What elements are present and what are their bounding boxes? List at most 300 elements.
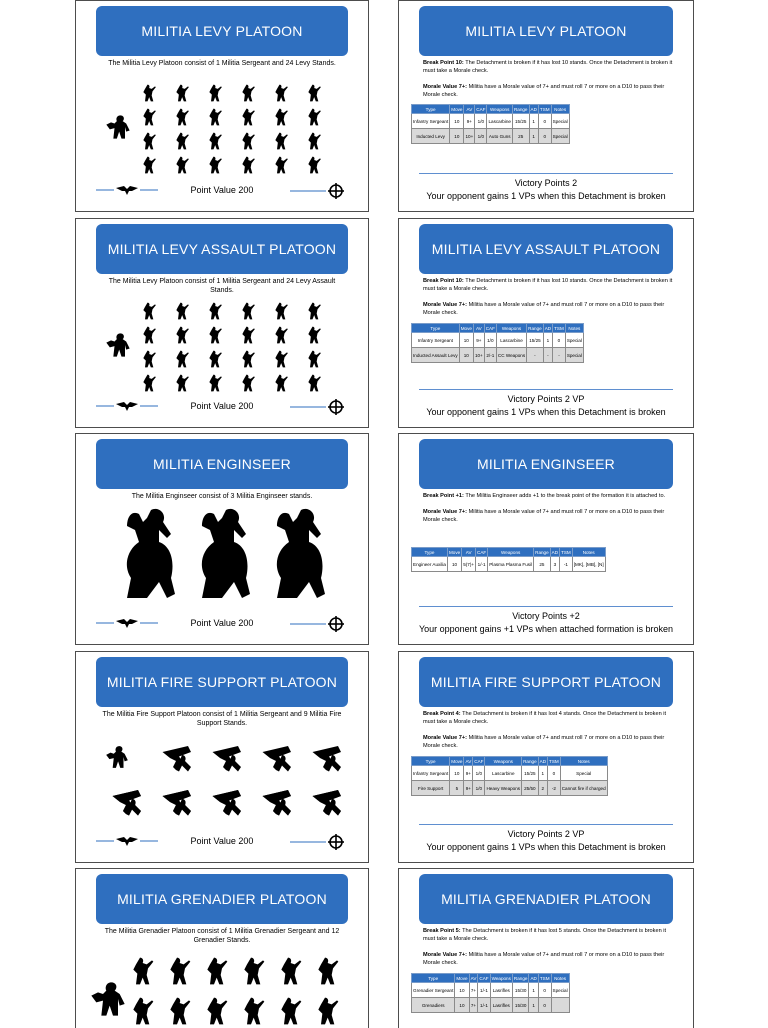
sergeant-figure-icon	[104, 742, 130, 772]
table-cell	[551, 998, 569, 1013]
levy-figure-icon	[305, 349, 325, 369]
table-header-cell: Weapons	[488, 548, 534, 557]
table-cell: 2	[538, 781, 547, 796]
table-cell: 25/50	[522, 781, 539, 796]
grenadier-figure-icon	[313, 995, 345, 1027]
break-point-text: The Militia Enginseer adds +1 to the break point of the formation it is attached to.	[465, 493, 666, 499]
morale-rule	[423, 734, 673, 750]
table-row	[412, 766, 608, 781]
unit-figures	[104, 955, 348, 1028]
table-header-cell: Weapons	[487, 105, 512, 114]
table-cell: Infantry Sergeant	[412, 114, 450, 129]
table-cell: Infantry Sergeant	[412, 333, 460, 348]
break-point-rule	[423, 59, 673, 75]
levy-figure-icon	[239, 325, 259, 345]
victory-points-title: Victory Points +2	[512, 611, 580, 621]
grenadier-figure-icon	[128, 955, 160, 987]
table-cell: 10	[455, 983, 469, 998]
table-cell: 7+	[469, 998, 478, 1013]
table-header-cell: Move	[451, 106, 463, 112]
table-header-cell: TSM	[554, 325, 564, 331]
rules-text	[423, 927, 673, 975]
table-cell: 1/-1	[478, 983, 490, 998]
table-header-cell: Weapons	[496, 324, 526, 333]
fire-support-figure-icon	[104, 784, 148, 820]
unit-composition-text: The Militia Fire Support Platoon consist of 1 Militia Sergeant and 9 Militia Fire Support Stands.	[102, 711, 342, 728]
point-value: Point Value 200	[190, 836, 254, 846]
card-footer	[76, 616, 368, 632]
levy-figure-icon	[206, 301, 226, 321]
table-cell: 25	[534, 557, 551, 572]
table-cell: 10	[450, 129, 464, 144]
morale-text: Militia have a Morale value of 7+ and must roll 7 or more on a D10 to pass their Morale check.	[423, 735, 665, 750]
table-row	[412, 557, 606, 572]
rules-text	[423, 710, 673, 758]
table-header-cell: TSM	[539, 975, 550, 981]
morale-rule	[423, 508, 673, 524]
table-cell: Heavy Weapons	[485, 781, 522, 796]
table-cell: 1/0	[473, 766, 485, 781]
table-cell: 10	[459, 348, 473, 363]
table-header-cell: Type	[412, 324, 460, 333]
table-header-cell: AD	[530, 975, 537, 981]
table-cell: 1/0	[484, 333, 496, 348]
rules-text	[423, 492, 673, 532]
table-cell: 10+	[473, 348, 484, 363]
grenadier-figure-icon	[128, 995, 160, 1027]
table-cell: 10	[455, 998, 469, 1013]
levy-figure-icon	[272, 83, 292, 103]
enginseer-figure-icon	[264, 506, 330, 602]
sergeant-figure-icon	[104, 113, 132, 141]
table-header-cell: AV	[473, 324, 484, 333]
table-cell: 1	[529, 998, 538, 1013]
levy-figure-icon	[173, 83, 193, 103]
table-cell: 15/25	[512, 114, 529, 129]
grenadier-figure-icon	[165, 955, 197, 987]
point-value: Point Value 200	[190, 185, 254, 195]
levy-figure-icon	[140, 373, 160, 393]
levy-figure-icon	[239, 301, 259, 321]
levy-figure-icon	[239, 131, 259, 151]
levy-figure-icon	[272, 107, 292, 127]
unit-card-left	[75, 433, 369, 645]
card-footer	[76, 399, 368, 415]
levy-figure-icon	[140, 107, 160, 127]
break-point-rule	[423, 277, 673, 293]
table-header-cell: Range	[523, 758, 537, 764]
unit-card-left	[75, 218, 369, 428]
table-cell: 9+	[464, 114, 475, 129]
table-cell: 5(7)+	[462, 557, 476, 572]
table-cell: 1	[538, 766, 547, 781]
break-point-label: Break Point 10:	[423, 278, 464, 284]
table-row	[412, 998, 570, 1013]
table-header-cell: Move	[460, 325, 472, 331]
victory-points-text: Your opponent gains 1 VPs when this Detachment is broken	[426, 191, 666, 201]
fire-support-figure-icon	[304, 784, 348, 820]
morale-text: Militia have a Morale value of 7+ and must roll 7 or more on a D10 to pass their Morale check.	[423, 952, 665, 967]
unit-composition-text: The Militia Levy Platoon consist of 1 Militia Sergeant and 24 Levy Stands.	[108, 60, 336, 67]
table-cell: Infantry Sergeant	[412, 766, 450, 781]
victory-points-text: Your opponent gains 1 VPs when this Detachment is broken	[426, 842, 666, 852]
victory-points-text: Your opponent gains 1 VPs when this Detachment is broken	[426, 407, 666, 417]
table-row	[412, 348, 584, 363]
levy-figure-icon	[173, 107, 193, 127]
table-header-cell: Notes	[572, 548, 605, 557]
card-title-banner: MILITIA FIRE SUPPORT PLATOON	[96, 657, 348, 707]
levy-figure-icon	[140, 301, 160, 321]
table-cell: 0	[538, 129, 551, 144]
table-cell: 10+	[464, 129, 475, 144]
card-title-banner: MILITIA GRENADIER PLATOON	[419, 874, 673, 924]
table-cell: Special	[560, 766, 607, 781]
table-header-cell: TSM	[549, 758, 559, 764]
break-point-label: Break Point +1:	[423, 493, 464, 499]
levy-figure-icon	[206, 373, 226, 393]
table-cell: 15/30	[512, 983, 529, 998]
levy-figure-icon	[140, 131, 160, 151]
table-cell: 0	[538, 983, 551, 998]
table-header-cell: Type	[412, 548, 448, 557]
table-cell: Lascarbine	[485, 766, 522, 781]
morale-label: Morale Value 7+:	[423, 952, 467, 959]
card-footer	[76, 183, 368, 199]
levy-figure-icon	[272, 373, 292, 393]
table-cell: 0	[538, 998, 551, 1013]
table-header-cell: CAF	[474, 758, 484, 764]
table-header-cell: Notes	[551, 105, 569, 114]
table-cell: 9+	[464, 766, 473, 781]
table-cell: 1	[543, 333, 552, 348]
levy-figure-icon	[239, 373, 259, 393]
fire-support-figure-icon	[154, 784, 198, 820]
levy-figure-icon	[305, 301, 325, 321]
grenadier-figure-icon	[313, 955, 345, 987]
enginseer-figure-icon	[189, 506, 255, 602]
table-cell: 1/-1	[478, 998, 490, 1013]
table-header-cell: AV	[462, 548, 476, 557]
levy-figure-icon	[140, 155, 160, 175]
table-cell: 3	[550, 557, 559, 572]
fire-support-figure-icon	[154, 740, 198, 776]
levy-figure-icon	[140, 349, 160, 369]
point-value: Point Value 200	[190, 401, 254, 411]
morale-label: Morale Value 7+:	[423, 84, 467, 91]
table-header-cell: Range	[535, 549, 549, 555]
table-cell: 1	[529, 114, 538, 129]
table-header-cell: Range	[528, 325, 542, 331]
table-header-cell: AD	[551, 549, 559, 555]
levy-figure-icon	[206, 155, 226, 175]
levy-figure-icon	[305, 155, 325, 175]
table-cell: Special	[565, 333, 583, 348]
card-title-banner: MILITIA LEVY PLATOON	[419, 6, 673, 56]
fire-support-figure-icon	[254, 784, 298, 820]
table-cell: -1	[560, 557, 573, 572]
levy-figure-icon	[272, 349, 292, 369]
table-cell: Grenadier Sergeant	[412, 983, 455, 998]
table-header-cell: Notes	[565, 324, 583, 333]
enginseer-figure-icon	[114, 506, 180, 602]
unit-card-left	[75, 868, 369, 1028]
table-cell: 10	[450, 114, 464, 129]
grenadier-figure-icon	[239, 995, 271, 1027]
morale-label: Morale Value 7+:	[423, 509, 467, 516]
table-cell: 5	[450, 781, 464, 796]
table-cell: Fire Support	[412, 781, 450, 796]
table-cell: Special	[565, 348, 583, 363]
table-header-cell: TSM	[561, 549, 571, 555]
morale-label: Morale Value 7+:	[423, 735, 467, 742]
fire-support-figure-icon	[204, 784, 248, 820]
point-value: Point Value 200	[190, 618, 254, 628]
victory-points-title: Victory Points 2 VP	[507, 829, 585, 839]
rules-text	[423, 59, 673, 107]
grenadier-sergeant-figure-icon	[88, 979, 128, 1019]
levy-figure-icon	[272, 155, 292, 175]
table-cell: 15/30	[512, 998, 529, 1013]
table-header-cell: Type	[412, 105, 450, 114]
victory-divider	[419, 606, 673, 607]
table-header-cell: AD	[544, 325, 552, 331]
unit-card-right	[398, 0, 694, 212]
break-point-label: Break Point 10:	[423, 60, 464, 66]
card-title-banner: MILITIA GRENADIER PLATOON	[96, 874, 348, 924]
grenadier-figure-icon	[276, 955, 308, 987]
levy-figure-icon	[173, 301, 193, 321]
table-header-cell: AD	[530, 106, 537, 112]
grenadier-figure-icon	[202, 995, 234, 1027]
table-header-cell: Weapons	[485, 757, 522, 766]
table-header-cell: CAF	[485, 325, 495, 331]
levy-figure-icon	[272, 325, 292, 345]
table-cell: Inducted Levy	[412, 129, 450, 144]
table-row	[412, 983, 570, 998]
levy-figure-icon	[140, 83, 160, 103]
levy-figure-icon	[305, 83, 325, 103]
table-header-cell: Notes	[551, 974, 569, 983]
crosshair-emblem-icon	[290, 834, 348, 850]
table-header-cell: Move	[448, 549, 461, 555]
table-header-cell: AV	[470, 975, 477, 981]
unit-card-right	[398, 433, 694, 645]
levy-figure-icon	[305, 107, 325, 127]
unit-composition-text: The Militia Levy Platoon consist of 1 Militia Sergeant and 24 Levy Assault Stands.	[108, 278, 336, 295]
table-cell: CC Weapons	[496, 348, 526, 363]
table-cell: Lasrifles	[490, 983, 512, 998]
morale-text: Militia have a Morale value of 7+ and must roll 7 or more on a D10 to pass their Morale check.	[423, 302, 665, 317]
levy-figure-icon	[206, 131, 226, 151]
break-point-label: Break Point 4:	[423, 711, 461, 717]
victory-points-title: Victory Points 2 VP	[507, 394, 585, 404]
table-header-cell: Weapons	[491, 975, 511, 981]
levy-figure-icon	[173, 325, 193, 345]
morale-label: Morale Value 7+:	[423, 302, 467, 309]
table-cell: Inducted Assault Levy	[412, 348, 460, 363]
card-title-banner: MILITIA LEVY ASSAULT PLATOON	[96, 224, 348, 274]
table-header-cell: Type	[412, 974, 455, 983]
table-header-cell: Range	[513, 106, 528, 112]
card-title-banner: MILITIA ENGINSEER	[96, 439, 348, 489]
levy-figure-icon	[173, 131, 193, 151]
table-row	[412, 129, 570, 144]
table-cell: 0	[553, 333, 566, 348]
table-cell: 10	[450, 766, 464, 781]
table-cell: 10	[459, 333, 473, 348]
levy-figure-icon	[272, 131, 292, 151]
unit-card-right	[398, 868, 694, 1028]
grenadier-figure-icon	[202, 955, 234, 987]
crosshair-emblem-icon	[290, 616, 348, 632]
table-cell: 1	[529, 129, 538, 144]
table-header-cell: CAF	[476, 106, 486, 112]
levy-figure-icon	[239, 155, 259, 175]
table-header-cell: AD	[539, 758, 547, 764]
table-cell: Special	[551, 129, 569, 144]
table-cell: 2/-1	[484, 348, 496, 363]
table-cell: 1/-1	[476, 557, 488, 572]
break-point-text: The Detachment is broken if it has lost 4 stands. Once the Detachment is broken it must take a Morale check.	[423, 711, 667, 726]
table-cell: Lascarbine	[496, 333, 526, 348]
table-cell: [MK], [MB], [N]	[572, 557, 605, 572]
table-header-cell: Range	[513, 975, 528, 981]
table-cell: 0	[538, 114, 551, 129]
levy-figure-icon	[239, 107, 259, 127]
unit-card-left	[75, 0, 369, 212]
table-cell: Special	[551, 983, 569, 998]
stats-table	[411, 323, 584, 363]
unit-figures	[104, 736, 348, 834]
unit-figures	[104, 516, 348, 614]
table-header-cell: Move	[451, 758, 463, 764]
table-cell: 1/0	[473, 781, 485, 796]
table-cell: Auto Guns	[487, 129, 512, 144]
unit-card-left	[75, 651, 369, 863]
table-cell: 9+	[464, 781, 473, 796]
break-point-rule	[423, 492, 673, 500]
table-cell: 0	[548, 766, 561, 781]
table-cell: 1/0	[475, 129, 487, 144]
table-header-cell: CAF	[479, 975, 489, 981]
table-header-cell: Notes	[560, 757, 607, 766]
crosshair-emblem-icon	[290, 399, 348, 415]
table-cell: Special	[551, 114, 569, 129]
levy-figure-icon	[305, 373, 325, 393]
victory-points-title: Victory Points 2	[514, 178, 578, 188]
table-cell: Engineer Auxilia	[412, 557, 448, 572]
card-title-banner: MILITIA FIRE SUPPORT PLATOON	[419, 657, 673, 707]
table-header-cell: CAF	[477, 549, 487, 555]
table-header-cell: TSM	[539, 106, 550, 112]
victory-divider	[419, 389, 673, 390]
table-row	[412, 333, 584, 348]
grenadier-figure-icon	[276, 995, 308, 1027]
table-cell: -	[527, 348, 544, 363]
unit-composition-text: The Militia Grenadier Platoon consist of 1 Militia Grenadier Sergeant and 12 Grenadier Stands.	[104, 928, 340, 945]
morale-text: Militia have a Morale value of 7+ and must roll 7 or more on a D10 to pass their Morale check.	[423, 84, 665, 99]
card-footer	[76, 834, 368, 850]
levy-figure-icon	[206, 325, 226, 345]
unit-figures	[104, 301, 348, 399]
levy-figure-icon	[206, 83, 226, 103]
unit-card-right	[398, 218, 694, 428]
table-cell: Plasma Plasma Fusil	[488, 557, 534, 572]
table-header-cell: AV	[465, 758, 472, 764]
fire-support-figure-icon	[254, 740, 298, 776]
levy-figure-icon	[239, 349, 259, 369]
table-cell: 1/0	[475, 114, 487, 129]
morale-rule	[423, 951, 673, 967]
rules-text	[423, 277, 673, 325]
table-header-cell: AV	[464, 105, 475, 114]
morale-text: Militia have a Morale value of 7+ and must roll 7 or more on a D10 to pass their Morale check.	[423, 509, 665, 524]
stats-table	[411, 973, 570, 1013]
card-title-banner: MILITIA LEVY ASSAULT PLATOON	[419, 224, 673, 274]
table-cell: 9+	[473, 333, 484, 348]
fire-support-figure-icon	[304, 740, 348, 776]
card-title-banner: MILITIA LEVY PLATOON	[96, 6, 348, 56]
break-point-text: The Detachment is broken if it has lost 10 stands. Once the Detachment is broken it must take a Morale check.	[423, 278, 673, 293]
break-point-rule	[423, 710, 673, 726]
table-cell: 7+	[469, 983, 478, 998]
break-point-text: The Detachment is broken if it has lost 10 stands. Once the Detachment is broken it must take a Morale check.	[423, 60, 673, 75]
break-point-text: The Detachment is broken if it has lost 5 stands. Once the Detachment is broken it must take a Morale check.	[423, 928, 667, 943]
table-cell: 15/25	[522, 766, 539, 781]
card-title-banner: MILITIA ENGINSEER	[419, 439, 673, 489]
victory-points-text: Your opponent gains +1 VPs when attached formation is broken	[418, 624, 674, 634]
grenadier-figure-icon	[239, 955, 271, 987]
sergeant-figure-icon	[104, 331, 132, 359]
grenadier-figure-icon	[165, 995, 197, 1027]
table-cell: 10	[447, 557, 461, 572]
unit-composition-text: The Militia Enginseer consist of 3 Militia Enginseer stands.	[131, 493, 313, 500]
table-cell: -	[553, 348, 566, 363]
table-header-cell: Move	[456, 975, 468, 981]
stats-table	[411, 104, 570, 144]
victory-divider	[419, 824, 673, 825]
levy-figure-icon	[305, 325, 325, 345]
unit-figures	[104, 83, 348, 181]
levy-figure-icon	[173, 373, 193, 393]
table-cell: 1	[529, 983, 538, 998]
table-row	[412, 781, 608, 796]
morale-rule	[423, 83, 673, 99]
levy-figure-icon	[173, 155, 193, 175]
stats-table	[411, 756, 608, 796]
fire-support-figure-icon	[204, 740, 248, 776]
levy-figure-icon	[206, 349, 226, 369]
table-cell: Cannot fire if charged	[560, 781, 607, 796]
levy-figure-icon	[140, 325, 160, 345]
table-cell: -2	[548, 781, 561, 796]
crosshair-emblem-icon	[290, 183, 348, 199]
table-cell: 15/25	[527, 333, 544, 348]
table-cell: Lasrifles	[490, 998, 512, 1013]
table-header-cell: Type	[412, 757, 450, 766]
break-point-rule	[423, 927, 673, 943]
levy-figure-icon	[272, 301, 292, 321]
stats-table	[411, 547, 606, 572]
levy-figure-icon	[305, 131, 325, 151]
levy-figure-icon	[206, 107, 226, 127]
table-cell: 25	[512, 129, 529, 144]
victory-divider	[419, 173, 673, 174]
table-cell: Lascarbine	[487, 114, 512, 129]
table-row	[412, 114, 570, 129]
break-point-label: Break Point 5:	[423, 928, 461, 934]
table-cell: -	[543, 348, 552, 363]
